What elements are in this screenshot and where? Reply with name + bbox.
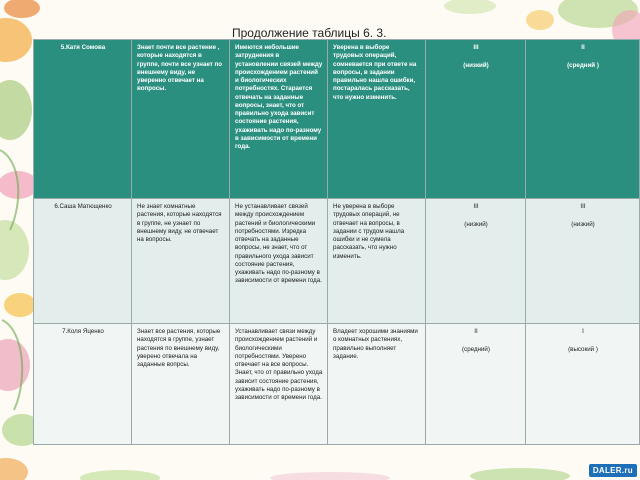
relations-understanding: Имеются небольшие затруднения в установлении связей между происхождением растений и биологических потребностях. Старается отвечать на заданные вопросы, знает, что от правильно ухода зависит состояние растения, ухаживать надо по-разному в зависимости от времени года. bbox=[230, 40, 328, 199]
table-row bbox=[34, 324, 640, 445]
child-name: 5.Катя Сомова bbox=[34, 40, 132, 199]
level-end-label: (высокий ) bbox=[568, 346, 598, 354]
table-row bbox=[34, 199, 640, 324]
level-end-value: III bbox=[580, 203, 586, 210]
plants-knowledge: Знает почти все растение , которые находятся в группе, почти все узнает по внешнему виду, не уверенно отвечает на вопросы. bbox=[132, 40, 230, 199]
labor-skills: Уверена в выборе трудовых операций, сомневается при ответе на вопросы, в задании правильно нашла ошибки, постаралась рассказать, что нужно изменить. bbox=[328, 40, 426, 199]
level-end-value: II bbox=[581, 44, 585, 51]
relations-understanding: Не устанавливает связей между происхождением растений и биологическими потребностями. Изредка отвечать на заданные вопросы, не знает, что от правильного ухода зависит состояние растения, ухаживать надо по-разному в зависимости от времени года. bbox=[230, 199, 328, 324]
child-name: 7.Коля Яценко bbox=[34, 324, 132, 445]
level-end-value: I bbox=[582, 328, 584, 335]
daler-logo[interactable]: DALER.ru bbox=[589, 464, 637, 477]
child-name: 6.Саша Матющенко bbox=[34, 199, 132, 324]
level-end bbox=[526, 324, 640, 445]
level-end-label: (средний ) bbox=[567, 62, 599, 70]
level-start-value: II bbox=[474, 328, 478, 335]
plants-knowledge: Знает все растения, которые находятся в группе, узнает растения по внешнему виду, уверено отвечала на заданные вопрсы. bbox=[132, 324, 230, 445]
level-start bbox=[426, 324, 526, 445]
level-end-label: (низкий) bbox=[571, 221, 595, 229]
assessment-table bbox=[33, 39, 640, 445]
level-start-value: III bbox=[473, 44, 479, 51]
level-end bbox=[526, 199, 640, 324]
labor-skills: Не уверена в выборе трудовых операций, не отвечает на вопросы, в задании с трудом нашла ошибки и не сумела рассказать, что нужно изменить. bbox=[328, 199, 426, 324]
plants-knowledge: Не знает комнатные растения, которые находятся в группе, не узнает по внешнему виду, не отвечает на вопросы. bbox=[132, 199, 230, 324]
level-start-label: (низкий) bbox=[464, 221, 488, 229]
labor-skills: Владеет хорошими знаниями о комнатных растениях, правильно выполняет задание. bbox=[328, 324, 426, 445]
level-start bbox=[426, 199, 526, 324]
level-end bbox=[526, 40, 640, 199]
relations-understanding: Устанавливает связи между происхождением растений и биологическими потребностями. Уверено отвечает на все вопросы. Знает, что от правильно ухода зависит состояние растения, ухаживать надо по-разному в зависимости от времени года. bbox=[230, 324, 328, 445]
slide-title: Продолжение таблицы 6. 3. bbox=[232, 26, 387, 40]
level-start-label: (средний) bbox=[462, 346, 490, 354]
level-start-value: III bbox=[473, 203, 479, 210]
table-row bbox=[34, 40, 640, 199]
level-start-label: (низкий) bbox=[463, 62, 489, 70]
level-start bbox=[426, 40, 526, 199]
